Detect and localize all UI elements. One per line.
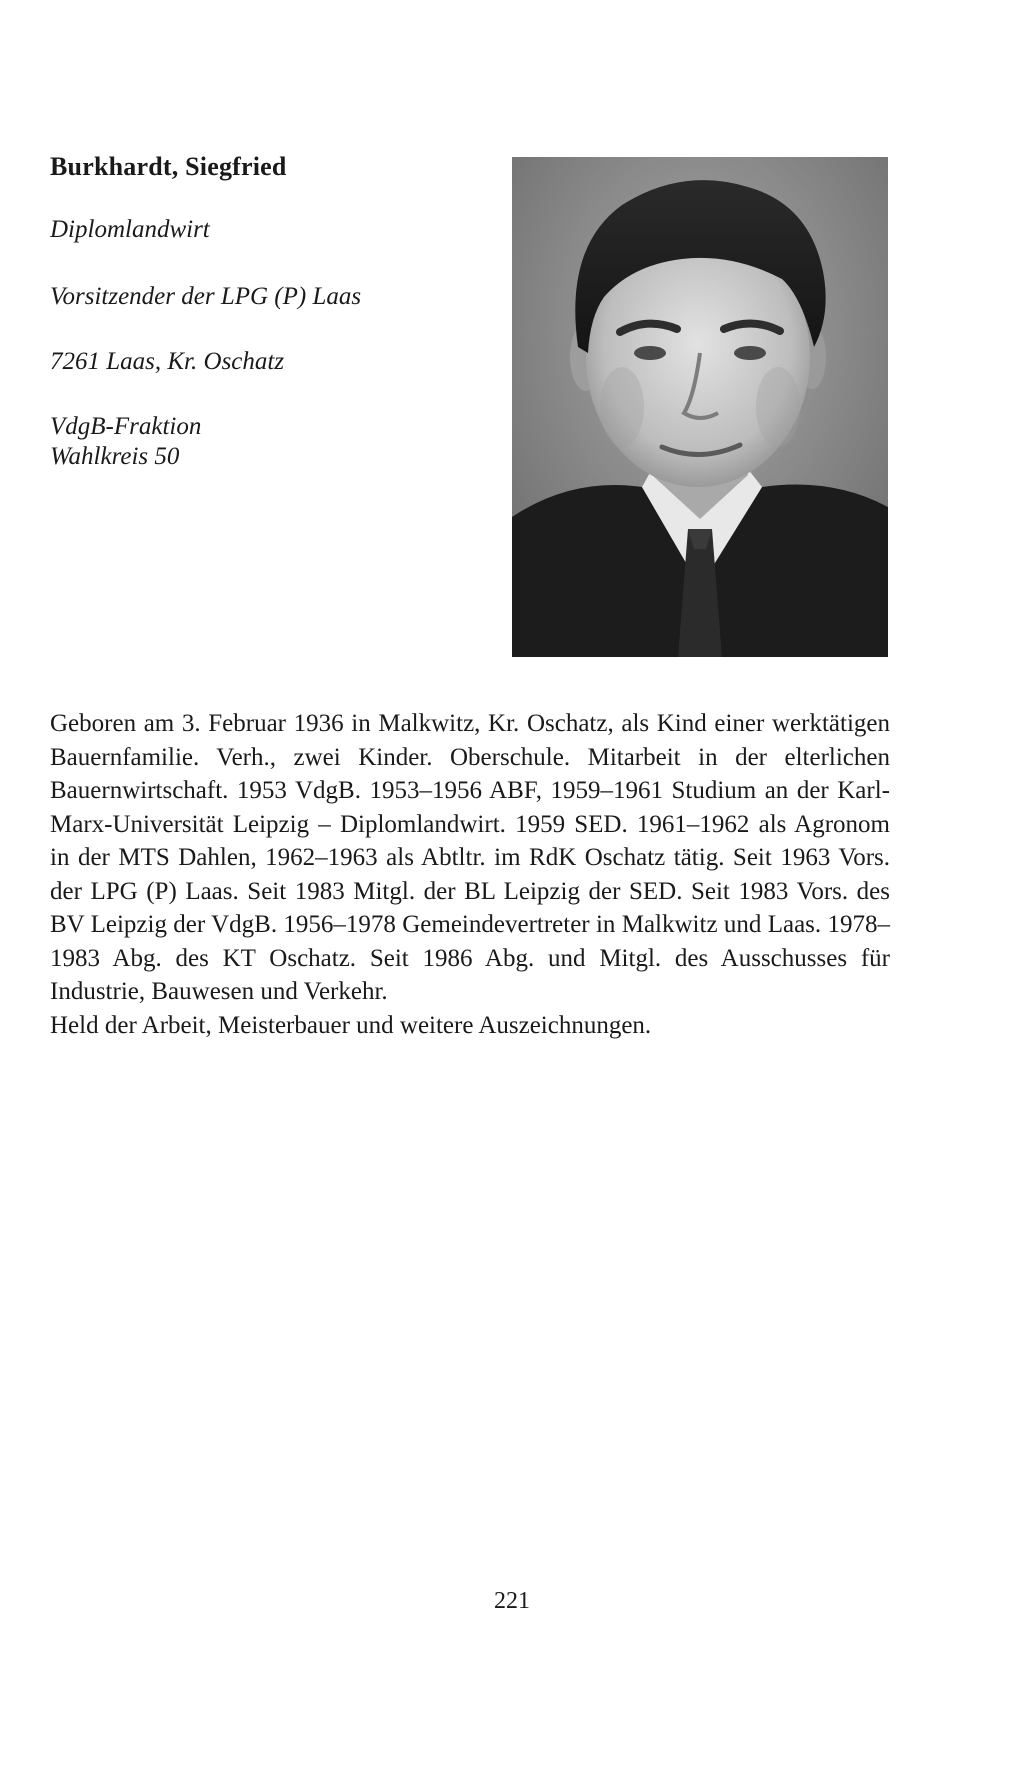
awards-text: Held der Arbeit, Meisterbauer und weitere Auszeichnungen. bbox=[50, 1011, 652, 1039]
fraction: VdgB-Fraktion bbox=[50, 413, 202, 440]
biography bbox=[50, 707, 890, 1042]
electoral-district: Wahlkreis 50 bbox=[50, 443, 180, 470]
profession: Diplomlandwirt bbox=[50, 216, 210, 243]
function: Vorsitzender der LPG (P) Laas bbox=[50, 283, 362, 310]
person-name: Burkhardt, Siegfried bbox=[50, 152, 287, 181]
address: 7261 Laas, Kr. Oschatz bbox=[50, 348, 285, 375]
page-number: 221 bbox=[494, 1588, 530, 1614]
portrait-photo bbox=[512, 157, 888, 657]
biography-text: Geboren am 3. Februar 1936 in Malkwitz, Kr. Oschatz, als Kind einer werktätigen Bauernfamilie. Verh., zwei Kinder. Oberschule. Mitarbeit in der elterlichen Bauernwirtschaft. 1953 VdgB. 1953–1956 ABF, 1959–1961 Studium an der Karl-Marx-Universität Leipzig – Diplomlandwirt. 1959 SED. 1961–1962 als Agronom in der MTS Dahlen, 1962–1963 als Abtltr. im RdK Oschatz tätig. Seit 1963 Vors. der LPG (P) Laas. Seit 1983 Mitgl. der BL Leipzig der SED. Seit 1983 Vors. des BV Leipzig der VdgB. 1956–1978 Gemeindevertreter in Malkwitz und Laas. 1978–1983 Abg. des KT Oschatz. Seit 1986 Abg. und Mitgl. des Ausschusses für Industrie, Bauwesen und Verkehr. bbox=[50, 710, 890, 1005]
